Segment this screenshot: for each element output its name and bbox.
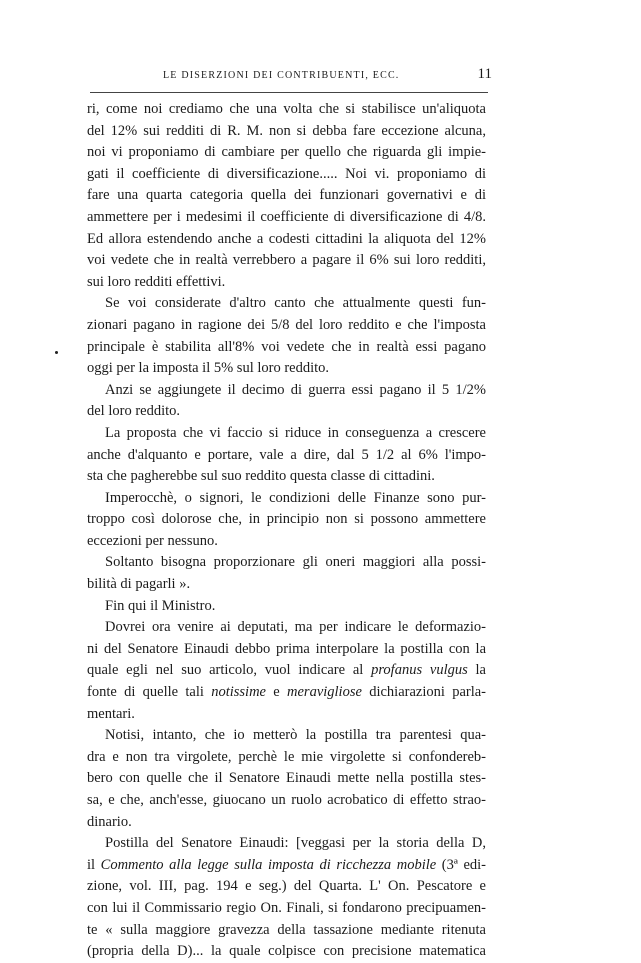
margin-dot xyxy=(55,351,58,354)
text-line: Fin qui il Ministro. xyxy=(105,597,216,614)
page-number: 11 xyxy=(477,66,492,82)
text-line: Soltanto bisogna proporzionare gli oneri maggiori alla possi- xyxy=(105,554,486,571)
text-line: Postilla del Senatore Einaudi: [veggasi per la storia della D, xyxy=(105,835,486,852)
text-line: te « sulla maggiore gravezza della tassazione mediante ritenuta xyxy=(87,921,486,938)
text-line: (propria della D)... la quale colpisce con precisione matematica xyxy=(87,943,486,960)
text-line: ammettere per i medesimi il coefficiente di diversificazione di 4/8. xyxy=(87,208,486,225)
text-line: zionari pagano in ragione dei 5/8 del loro reddito e che l'imposta xyxy=(87,316,486,333)
text-line: dinario. xyxy=(87,813,132,830)
text-line: quale egli nel suo articolo, vuol indicare al profanus vulgus la xyxy=(87,662,486,679)
text-line: gati il coefficiente di diversificazione..... Noi vi. proponiamo di xyxy=(87,165,486,182)
text-line: ri, come noi crediamo che una volta che si stabilisce un'aliquota xyxy=(87,101,486,117)
text-line: oggi per la imposta il 5% sul loro reddito. xyxy=(87,360,330,377)
text-line: noi vi proponiamo di cambiare per quello che riguarda gli impie- xyxy=(87,144,486,161)
text-line: zione, vol. III, pag. 194 e seg.) del Quarta. L' On. Pescatore e xyxy=(87,878,486,895)
text-line: troppo così dolorose che, in principio non si possono ammettere xyxy=(87,511,486,528)
text-line: del 12% sui redditi di R. M. non si debba fare eccezione alcuna, xyxy=(87,122,486,139)
text-line: La proposta che vi faccio si riduce in conseguenza a crescere xyxy=(105,424,486,441)
body-text xyxy=(87,99,486,963)
text-line: bero con quelle che il Senatore Einaudi mette nella postilla stes- xyxy=(87,770,486,787)
text-line: eccezioni per nessuno. xyxy=(87,532,218,549)
text-line: fonte di quelle tali notissime e meravigliose dichiarazioni parla- xyxy=(87,684,487,701)
text-line: Se voi considerate d'altro canto che attualmente questi fun- xyxy=(105,295,486,312)
text-line: voi vedete che in realtà verrebbero a pagare il 6% sui loro redditi, xyxy=(87,252,486,269)
text-line: sui loro redditi effettivi. xyxy=(87,273,226,290)
text-line: Ed allora estendendo anche a codesti cittadini la aliquota del 12% xyxy=(87,230,486,247)
text-line: ni del Senatore Einaudi debbo prima interpolare la postilla con la xyxy=(87,640,486,657)
running-title: LE DISERZIONI DEI CONTRIBUENTI, ECC. xyxy=(163,70,400,81)
page-header xyxy=(90,66,492,86)
text-line: dra e non tra virgolete, perchè le mie virgolette si confondereb- xyxy=(87,748,486,765)
text-line: fare una quarta categoria quella dei funzionari governativi e di xyxy=(87,187,486,204)
text-line: mentari. xyxy=(87,705,135,722)
text-line: sa, e che, anch'esse, giuocano un ruolo acrobatico di effetto strao- xyxy=(87,792,486,808)
text-line: bilità di pagarli ». xyxy=(87,576,191,593)
text-line: principale è stabilita all'8% voi vedete che in realtà essi pagano xyxy=(87,338,486,355)
text-line: del loro reddito. xyxy=(87,403,181,420)
text-line: Dovrei ora venire ai deputati, ma per indicare le deformazio- xyxy=(105,619,486,636)
text-line: con lui il Commissario regio On. Finali, si fondarono precipuamen- xyxy=(87,899,486,916)
text-line: il Commento alla legge sulla imposta di ricchezza mobile (3ª edi- xyxy=(87,856,487,873)
text-line: Notisi, intanto, che io metterò la postilla tra parentesi qua- xyxy=(105,727,486,744)
text-line: Anzi se aggiungete il decimo di guerra essi pagano il 5 1/2% xyxy=(105,381,486,398)
text-line: anche d'alquanto e portare, vale a dire, dal 5 1/2 al 6% l'impo- xyxy=(87,446,486,463)
header-rule xyxy=(90,92,488,93)
text-line: Imperocchè, o signori, le condizioni delle Finanze sono pur- xyxy=(105,489,486,506)
text-line: sta che pagherebbe sul suo reddito questa classe di cittadini. xyxy=(87,468,435,485)
